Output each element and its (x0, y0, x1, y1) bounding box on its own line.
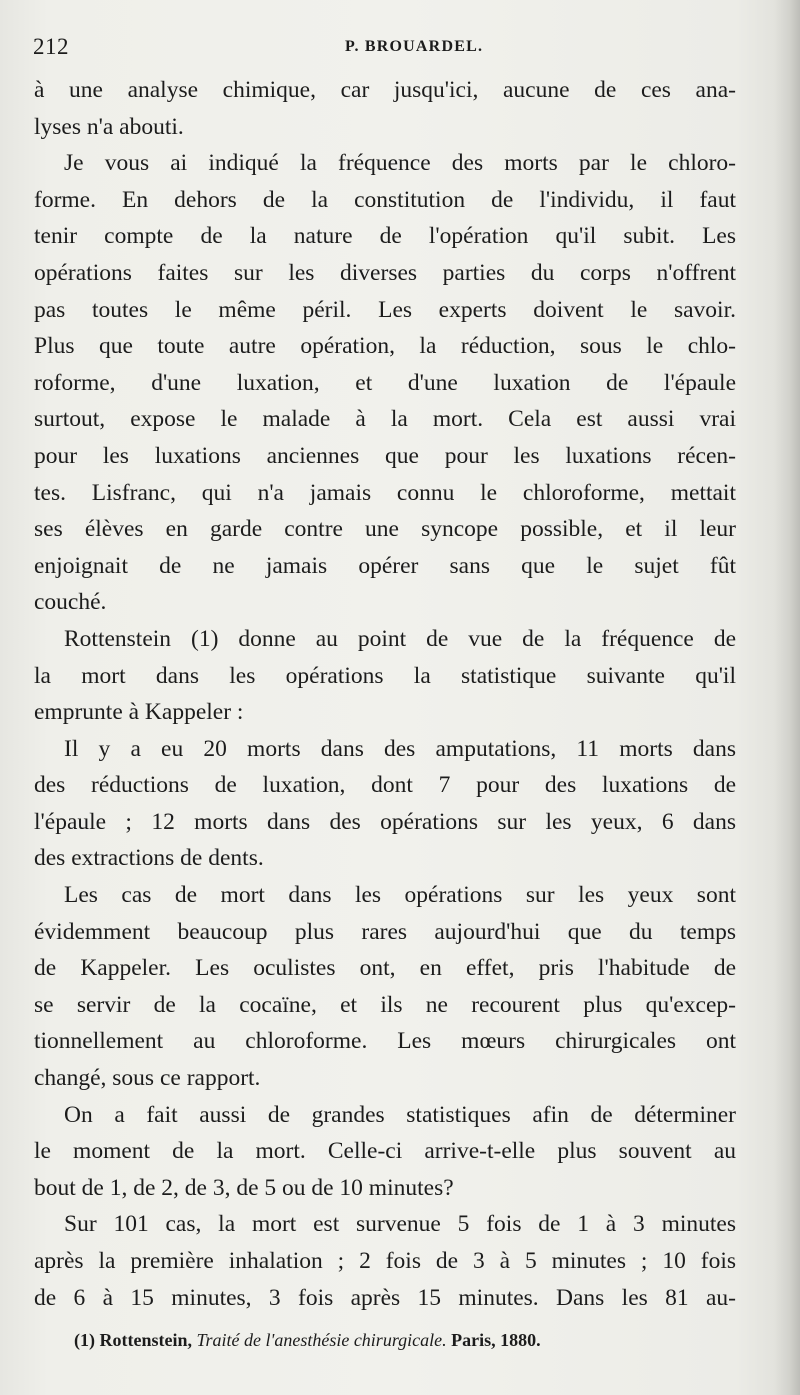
running-head: P. BROUARDEL. (345, 38, 484, 55)
page-header (33, 34, 753, 64)
text-line: Il y a eu 20 morts dans des amputations, 11 morts dans (64, 735, 736, 762)
text-line: à une analyse chimique, car jusqu'ici, aucune de ces ana- (34, 77, 736, 103)
text-line: surtout, expose le malade à la mort. Cela est aussi vrai (34, 406, 736, 433)
text-line: tes. Lisfranc, qui n'a jamais connu le chloroforme, mettait (34, 479, 736, 506)
page-edge-shadow (774, 0, 800, 1395)
text-line: changé, sous ce rapport. (34, 1065, 261, 1092)
footnote-suffix: Paris, 1880. (446, 1330, 541, 1350)
text-line: de 6 à 15 minutes, 3 fois après 15 minutes. Dans les 81 au- (34, 1284, 736, 1311)
text-line: pour les luxations anciennes que pour les luxations récen- (34, 442, 736, 469)
text-line: l'épaule ; 12 morts dans des opérations sur les yeux, 6 dans (34, 808, 736, 835)
text-line: couché. (34, 589, 107, 616)
body-text (34, 72, 736, 1316)
page-number: 212 (33, 34, 69, 59)
text-line: Je vous ai indiqué la fréquence des morts par le chloro- (64, 150, 736, 177)
text-line: pas toutes le même péril. Les experts doivent le savoir. (34, 296, 736, 323)
text-line: la mort dans les opérations la statistique suivante qu'il (34, 662, 736, 689)
text-line: bout de 1, de 2, de 3, de 5 ou de 10 minutes? (34, 1174, 454, 1201)
text-line: forme. En dehors de la constitution de l'individu, il faut (34, 186, 736, 213)
text-line: après la première inhalation ; 2 fois de 3 à 5 minutes ; 10 fois (34, 1248, 736, 1274)
text-line: Rottenstein (1) donne au point de vue de la fréquence de (64, 625, 736, 652)
text-line: se servir de la cocaïne, et ils ne recourent plus qu'excep- (34, 991, 736, 1018)
text-line: roforme, d'une luxation, et d'une luxation de l'épaule (34, 369, 736, 396)
text-line: ses élèves en garde contre une syncope possible, et il leur (34, 516, 736, 543)
text-line: Les cas de mort dans les opérations sur les yeux sont (64, 882, 736, 909)
text-line: tenir compte de la nature de l'opération qu'il subit. Les (34, 223, 736, 250)
text-line: Plus que toute autre opération, la réduction, sous le chlo- (34, 333, 736, 360)
text-line: le moment de la mort. Celle-ci arrive-t-elle plus souvent au (34, 1138, 736, 1165)
text-line: opérations faites sur les diverses parties du corps n'offrent (34, 259, 736, 286)
text-line: de Kappeler. Les oculistes ont, en effet, pris l'habitude de (34, 955, 736, 982)
text-line: des extractions de dents. (34, 845, 264, 872)
text-line: emprunte à Kappeler : (34, 699, 244, 726)
text-line: tionnellement au chloroforme. Les mœurs chirurgicales ont (34, 1028, 736, 1055)
text-line: Sur 101 cas, la mort est survenue 5 fois de 1 à 3 minutes (64, 1211, 736, 1238)
text-line: évidemment beaucoup plus rares aujourd'hui que du temps (34, 918, 736, 945)
footnote-title: Traité de l'anesthésie chirurgicale. (196, 1330, 447, 1350)
text-line: des réductions de luxation, dont 7 pour des luxations de (34, 772, 736, 799)
text-line: On a fait aussi de grandes statistiques afin de déterminer (64, 1101, 736, 1128)
footnote-prefix: (1) Rottenstein, (74, 1330, 197, 1350)
text-line: lyses n'a abouti. (34, 113, 184, 140)
text-line: enjoignait de ne jamais opérer sans que le sujet fût (34, 552, 736, 579)
footnote (74, 1330, 734, 1351)
